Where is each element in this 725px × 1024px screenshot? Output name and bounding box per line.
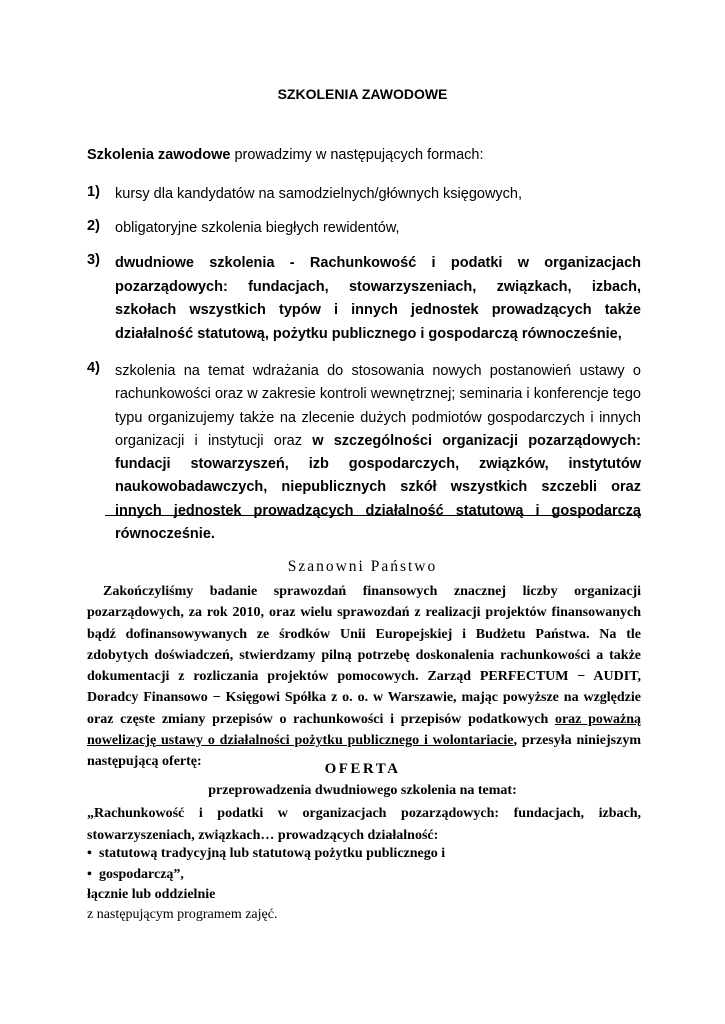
offer-topic: „Rachunkowość i podatki w organizacjach pozarządowych: fundacjach, izbach, stowarzyszeniach, związkach… prowadzących działalność: (87, 806, 641, 843)
list-item-number: 2) (87, 218, 100, 234)
page-title: SZKOLENIA ZAWODOWE (277, 86, 448, 102)
offer-subheading: przeprowadzenia dwudniowego szkolenia na temat: (208, 783, 517, 798)
letter-text-part2: , przesyła niniejszym następującą ofertę: (87, 733, 641, 770)
list-item (87, 218, 641, 238)
list-item (87, 360, 641, 546)
offer-bullet-item (87, 867, 184, 883)
offer-together-text: łącznie lub oddzielnie (87, 887, 216, 902)
list-item (87, 252, 641, 346)
list-item-number: 4) (87, 360, 100, 376)
intro-bold: Szkolenia zawodowe (87, 147, 231, 163)
training-forms-list (87, 184, 641, 560)
bullet-icon: • (87, 846, 92, 861)
letter-body (87, 581, 641, 773)
intro-paragraph (87, 147, 647, 163)
offer-bullet-item (87, 846, 445, 862)
list-item-text: dwudniowe szkolenia - Rachunkowość i podatki w organizacjach pozarządowych: fundacjach, stowarzyszeniach, związkach, izbach, szkołach wszystkich typów i innych jednostek prowadzących także działalność statutową, pożytku publicznego i gospodarczą równocześnie, (115, 255, 641, 342)
bullet-icon: • (87, 867, 92, 882)
offer-heading: OFERTA (324, 761, 401, 777)
offer-bullet-text: statutową tradycyjną lub statutową pożytku publicznego i (99, 846, 446, 861)
list-item-text-plain: szkolenia na temat wdrażania do stosowania nowych postanowień ustawy o rachunkowości oraz w zakresie kontroli wewnętrznej; seminaria i konferencje tego typu organizujemy także na zlecenie dużych podmiotów gospodarczych i innych organizacji i instytucji oraz (115, 363, 641, 449)
intro-text: prowadzimy w następujących formach: (230, 147, 484, 163)
list-item-text: kursy dla kandydatów na samodzielnych/głównych księgowych, (115, 186, 523, 202)
list-item-text (115, 360, 641, 546)
section-divider (105, 515, 641, 516)
list-item-number: 1) (87, 184, 100, 200)
list-item (87, 184, 641, 204)
list-item-text: obligatoryjne szkolenia biegłych rewidentów, (115, 220, 400, 236)
letter-text-underlined: oraz poważną nowelizację ustawy o działalności pożytku publicznego i wolontariacie (87, 711, 641, 749)
letter-greeting: Szanowni Państwo (287, 558, 438, 575)
letter-text-part1: Zakończyliśmy badanie sprawozdań finansowych znacznej liczby organizacji pozarządowych, za rok 2010, oraz wielu sprawozdań z realizacji projektów finansowanych bądź dofinansowywanych ze środków Unii Europejskiej i Budżetu Państwa. Na tle zdobytych doświadczeń, stwierdzamy pilną potrzebę doskonalenia rachunkowości a także dokumentacji z rozliczania projektów pomocowych. Zarząd PERFECTUM − AUDIT, Doradcy Finansowo − Księgowi Spółka z o. o. w Warszawie, mając powyższe na względzie oraz częste zmiany przepisów o rachunkowości i przepisów podatkowych (87, 584, 641, 727)
offer-bullet-text: gospodarczą”, (99, 867, 184, 882)
offer-program-text: z następującym programem zajęć. (87, 907, 278, 922)
list-item-number: 3) (87, 252, 100, 268)
list-item-text-bold: w szczególności organizacji pozarządowych: fundacji stowarzyszeń, izb gospodarczych, związków, instytutów naukowobadawczych, niepublicznych szkół wszystkich szczebli oraz innych jednostek prowadzących działalność statutową i gospodarczą równocześnie. (115, 432, 641, 543)
